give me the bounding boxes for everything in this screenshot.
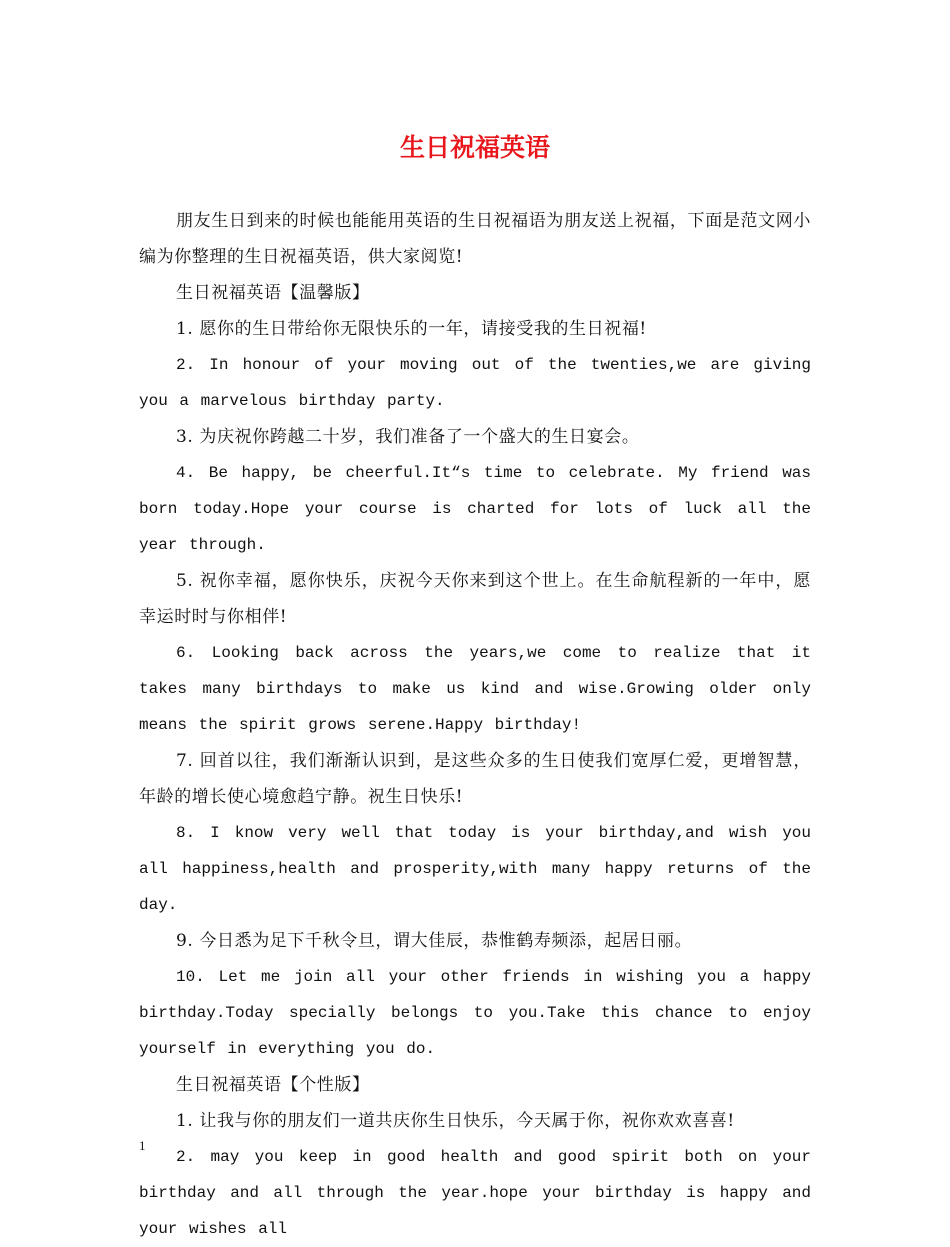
section-heading-warm: 生日祝福英语【温馨版】 [176, 283, 370, 303]
section-heading-personal: 生日祝福英语【个性版】 [176, 1075, 370, 1095]
document-title: 生日祝福英语 [399, 133, 550, 162]
list-item: 2. may you keep in good health and good spirit both on your birthday and all through the year.hope your birthday is happy and your wishes all [139, 1148, 811, 1238]
list-item: 1. 让我与你的朋友们一道共庆你生日快乐，今天属于你，祝你欢欢喜喜! [176, 1111, 735, 1131]
document-body [139, 203, 811, 1247]
page-number: 1 [139, 1138, 146, 1153]
list-item: 7. 回首以往，我们渐渐认识到，是这些众多的生日使我们宽厚仁爱，更增智慧，年龄的增长使心境愈趋宁静。祝生日快乐! [139, 751, 811, 807]
list-item: 4. Be happy, be cheerful.It“s time to celebrate. My friend was born today.Hope your course is charted for lots of luck all the year through. [139, 464, 811, 554]
list-item: 8. I know very well that today is your birthday,and wish you all happiness,health and prosperity,with many happy returns of the day. [139, 824, 811, 914]
list-item: 9. 今日悉为足下千秋令旦，谓大佳辰，恭惟鹤寿频添，起居日丽。 [176, 931, 693, 951]
list-item: 1. 愿你的生日带给你无限快乐的一年，请接受我的生日祝福! [176, 319, 647, 339]
list-item: 3. 为庆祝你跨越二十岁，我们准备了一个盛大的生日宴会。 [176, 427, 640, 447]
list-item: 5. 祝你幸福，愿你快乐，庆祝今天你来到这个世上。在生命航程新的一年中，愿幸运时时与你相伴! [139, 571, 811, 627]
intro-paragraph: 朋友生日到来的时候也能能用英语的生日祝福语为朋友送上祝福，下面是范文网小编为你整理的生日祝福英语，供大家阅览! [139, 211, 811, 267]
list-item: 2. In honour of your moving out of the twenties,we are giving you a marvelous birthday party. [139, 356, 811, 410]
list-item: 10. Let me join all your other friends in wishing you a happy birthday.Today specially belongs to you.Take this chance to enjoy yourself in everything you do. [139, 968, 811, 1058]
list-item: 6. Looking back across the years,we come to realize that it takes many birthdays to make us kind and wise.Growing older only means the spirit grows serene.Happy birthday! [139, 644, 811, 734]
